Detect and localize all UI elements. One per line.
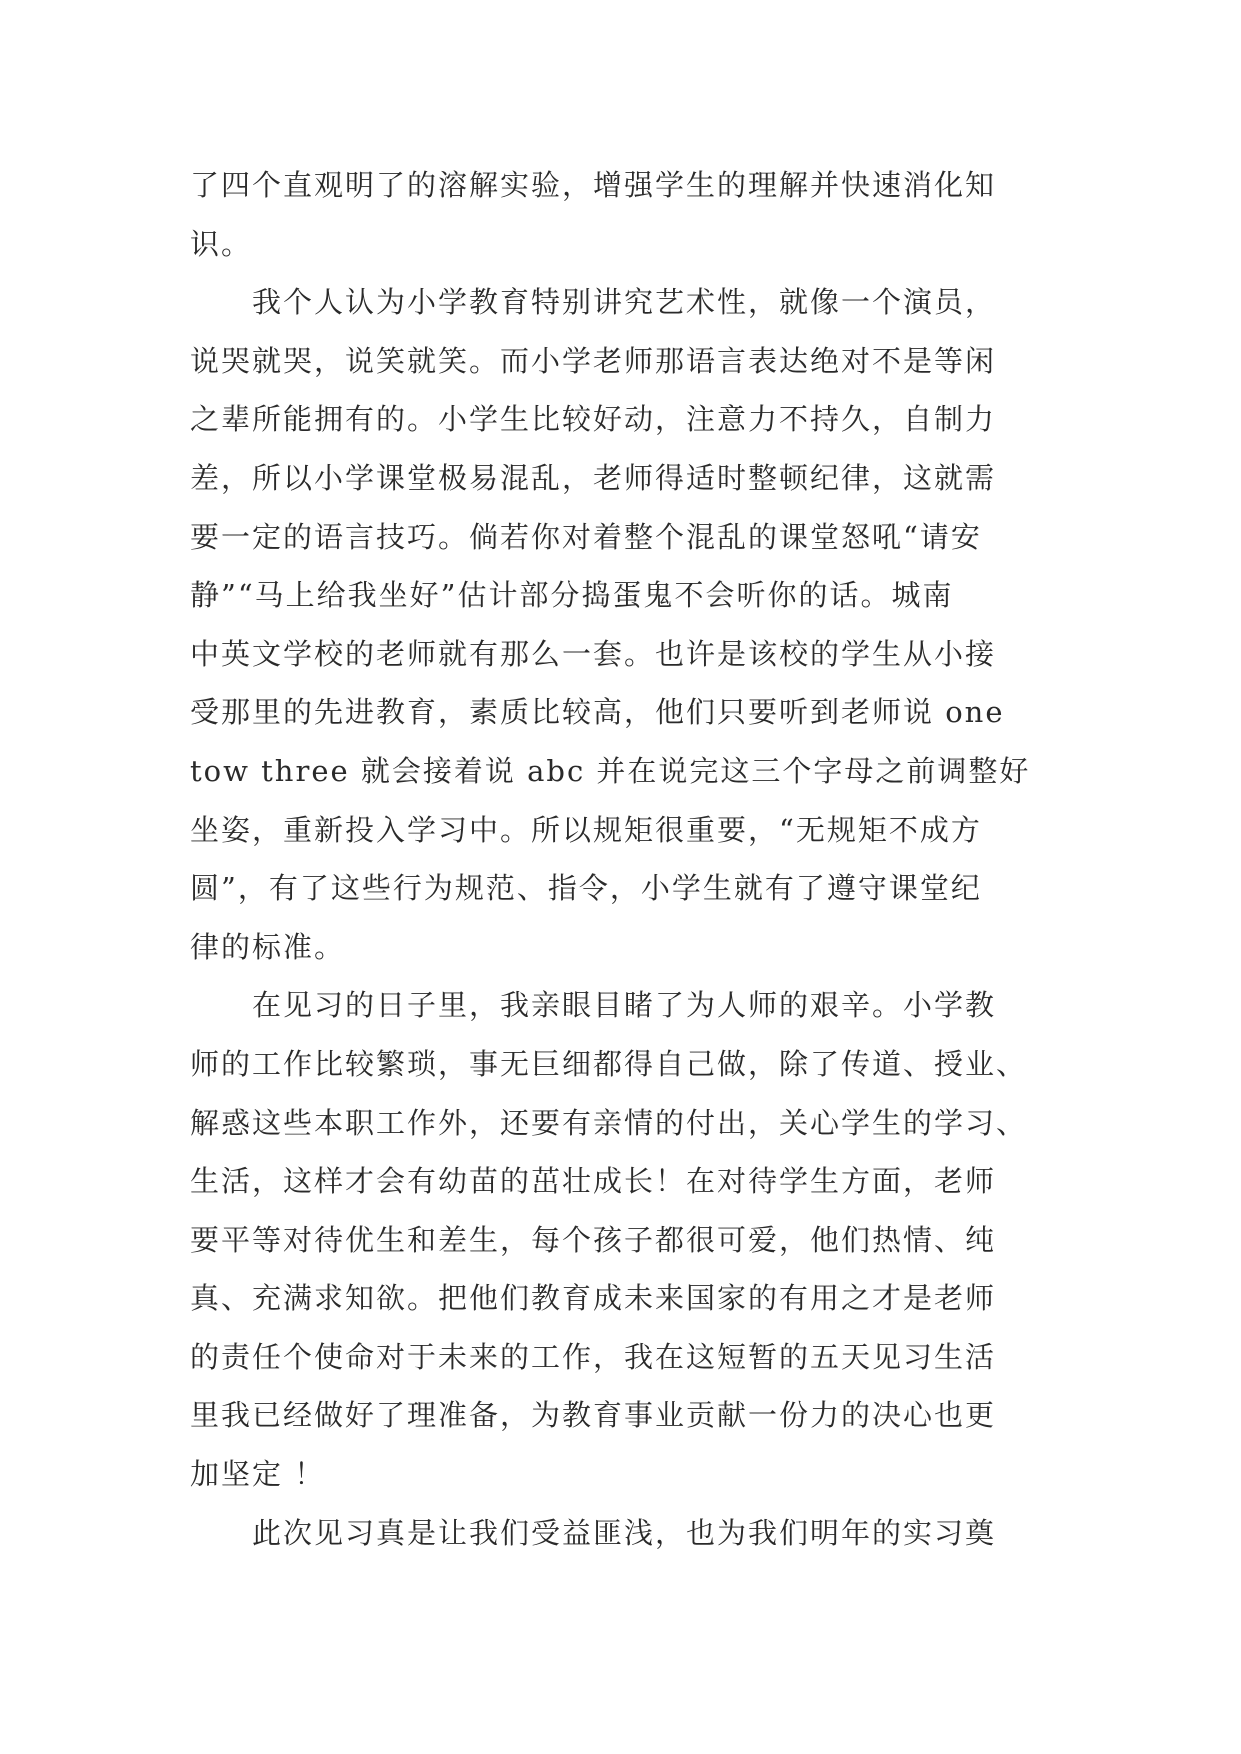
text-line: 律的标准。 xyxy=(190,929,346,964)
text-line: 里我已经做好了理准备，为教育事业贡献一份力的决心也更 xyxy=(190,1398,997,1433)
text-line: 中英文学校的老师就有那么一套。也许是该校的学生从小接 xyxy=(190,636,997,671)
text-line: 生活，这样才会有幼苗的茁壮成长！在对待学生方面，老师 xyxy=(190,1164,997,1199)
text-line: 了四个直观明了的溶解实验，增强学生的理解并快速消化知 xyxy=(190,168,997,202)
paragraph-start-line: 在见习的日子里，我亲眼目睹了为人师的艰辛。小学教 xyxy=(252,988,997,1023)
text-line: tow three 就会接着说 abc 并在说完这三个字母之前调整好 xyxy=(190,753,1031,788)
text-line: 师的工作比较繁琐，事无巨细都得自己做，除了传道、授业、 xyxy=(190,1046,1028,1081)
text-line: 之辈所能拥有的。小学生比较好动，注意力不持久，自制力 xyxy=(190,402,997,437)
text-line: 要平等对待优生和差生，每个孩子都很可爱，他们热情、纯 xyxy=(190,1222,997,1257)
document-body xyxy=(190,156,1050,1562)
text-line: 真、充满求知欲。把他们教育成未来国家的有用之才是老师 xyxy=(190,1281,997,1316)
text-line: 识。 xyxy=(190,226,253,261)
paragraph-start-line: 我个人认为小学教育特别讲究艺术性，就像一个演员， xyxy=(252,285,997,320)
text-line: 的责任个使命对于未来的工作，我在这短暂的五天见习生活 xyxy=(190,1339,997,1374)
paragraph-start-line: 此次见习真是让我们受益匪浅，也为我们明年的实习奠 xyxy=(252,1515,997,1550)
text-line: 加坚定 ！ xyxy=(190,1457,326,1492)
text-line: 差，所以小学课堂极易混乱，老师得适时整顿纪律，这就需 xyxy=(190,460,997,495)
text-line: 受那里的先进教育，素质比较高，他们只要听到老师说 one xyxy=(190,695,1005,730)
text-line: 解惑这些本职工作外，还要有亲情的付出，关心学生的学习、 xyxy=(190,1105,1028,1140)
text-line: 静”“马上给我坐好”估计部分捣蛋鬼不会听你的话。城南 xyxy=(190,578,954,613)
text-line: 圆”，有了这些行为规范、指令，小学生就有了遵守课堂纪 xyxy=(190,871,982,906)
text-line: 要一定的语言技巧。倘若你对着整个混乱的课堂怒吼“请安 xyxy=(190,519,982,554)
text-line: 说哭就哭，说笑就笑。而小学老师那语言表达绝对不是等闲 xyxy=(190,343,997,378)
text-line: 坐姿，重新投入学习中。所以规矩很重要，“无规矩不成方 xyxy=(190,812,982,847)
